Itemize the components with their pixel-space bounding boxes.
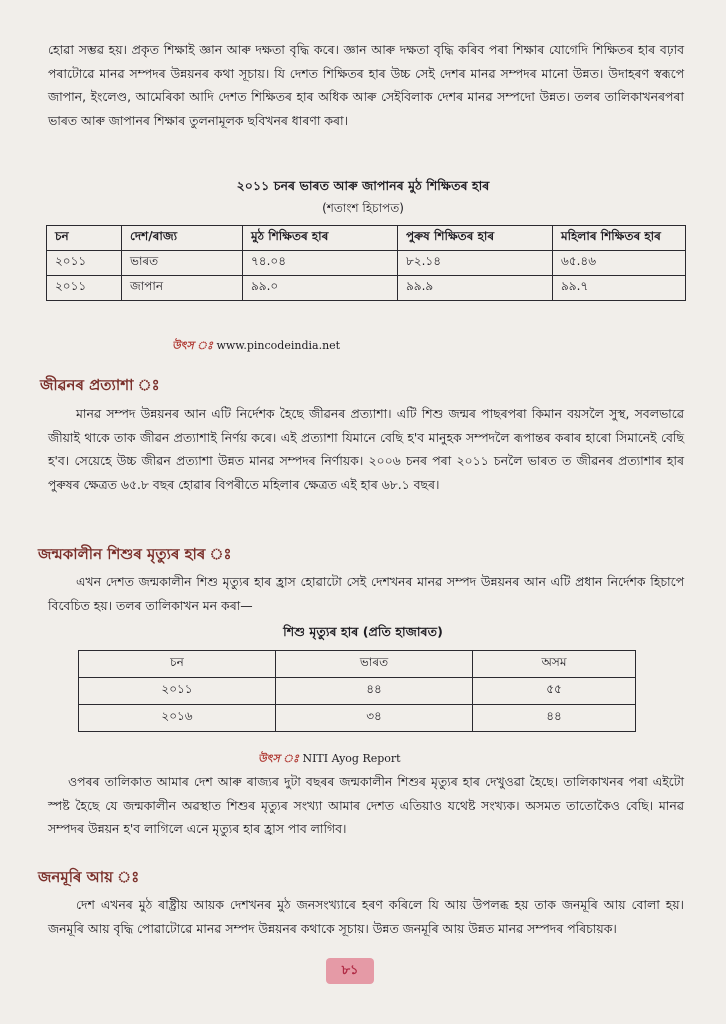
table-header-cell: চন <box>47 226 122 251</box>
table-cell: ৭৪.০৪ <box>243 251 398 276</box>
per-capita-paragraph: দেশ এখনৰ মুঠ ৰাষ্ট্ৰীয় আয়ক দেশখনৰ মুঠ জনসংখ্যাৰে হৰণ কৰিলে যি আয় উপলব্ধ হয় তাক জনমূৰি আয় বোলা হয়। জনমূৰি আয় বৃদ্ধি পোৱাটোৱে মানৱ সম্পদ উন্নয়নৰ কথাকে সূচায়। উন্নত জনমূৰি আয় উন্নত মানৱ সম্পদৰ পৰিচায়ক। <box>48 897 684 936</box>
table-cell: ২০১৬ <box>79 705 276 732</box>
source-label: উৎস ঃ <box>172 339 213 352</box>
literacy-table <box>46 225 686 301</box>
table-cell: ৪৪ <box>276 678 473 705</box>
intro-paragraph: হোৱা সম্ভৱ হয়। প্ৰকৃত শিক্ষাই জ্ঞান আৰু দক্ষতা বৃদ্ধি কৰে। জ্ঞান আৰু দক্ষতা বৃদ্ধি কৰিব পৰা শিক্ষাৰ যোগেদি শিক্ষিতৰ হাৰ বঢ়াব পৰাটোৱে মানৱ সম্পদৰ উন্নয়নৰ কথা সূচায়। যি দেশত শিক্ষিতৰ হাৰ উচ্চ সেই দেশৰ মানৱ সম্পদৰ মানো উন্নত। উদাহৰণ স্বৰূপে জাপান, ইংলেণ্ড, আমেৰিকা আদি দেশত শিক্ষিতৰ হাৰ অধিক আৰু সেইবিলাক দেশৰ মানৱ সম্পদো উন্নত। তলৰ তালিকাখনৰপৰা ভাৰত আৰু জাপানৰ শিক্ষাৰ তুলনামূলক ছবিখনৰ ধাৰণা কৰা। <box>48 42 684 128</box>
source-value: www.pincodeindia.net <box>216 339 341 352</box>
life-expectancy-paragraph: মানৱ সম্পদ উন্নয়নৰ আন এটি নিৰ্দেশক হৈছে জীৱনৰ প্ৰত্যাশা। এটি শিশু জন্মৰ পাছৰপৰা কিমান বয়সলৈ সুস্থ, সবলভাৱে জীয়াই থাকে তাক জীৱন প্ৰত্যাশাই নিৰ্ণয় কৰে। এই প্ৰত্যাশা যিমানে বেছি হ'ব মানুহক সম্পদলৈ ৰূপান্তৰ কৰাৰ হাৰো সিমানেই বেছি হ'ব। সেয়েহে উচ্চ জীৱন প্ৰত্যাশা উন্নত মানৱ সম্পদৰ নিৰ্ণায়ক। ২০০৬ চনৰ পৰা ২০১১ চনলৈ ভাৰত ত জীৱনৰ প্ৰত্যাশাৰ হাৰ পুৰুষৰ ক্ষেত্ৰত ৬৫.৮ বছৰ হোৱাৰ বিপৰীতে মহিলাৰ ক্ষেত্ৰত এই হাৰ ৬৮.১ বছৰ। <box>48 406 684 492</box>
literacy-table-subtitle: (শতাংশ হিচাপত) <box>322 201 404 215</box>
table-row <box>47 251 686 276</box>
mortality-source <box>258 750 401 769</box>
table-cell: ৯৯.৯ <box>398 276 553 301</box>
table-cell: ২০১১ <box>47 251 122 276</box>
table-cell: ৮২.১৪ <box>398 251 553 276</box>
mortality-table <box>78 650 636 732</box>
source-value: NITI Ayog Report <box>302 752 401 765</box>
table-header-cell: পুৰুষ শিক্ষিতৰ হাৰ <box>398 226 553 251</box>
table-cell: ৬৫.৪৬ <box>553 251 686 276</box>
table-header-cell: মুঠ শিক্ষিতৰ হাৰ <box>243 226 398 251</box>
mortality-conclusion-paragraph: ওপৰৰ তালিকাত আমাৰ দেশ আৰু ৰাজ্যৰ দুটা বছৰৰ জন্মকালীন শিশুৰ মৃত্যুৰ হাৰ দেখুওৱা হৈছে। তালিকাখনৰ পৰা এইটো স্পষ্ট হৈছে যে জন্মকালীন অৱস্থাত শিশুৰ মৃত্যুৰ সংখ্যা আমাৰ দেশত এতিয়াও যথেষ্ট সংখ্যক। অসমত তাতোকৈও বেছি। মানৱ সম্পদৰ উন্নয়ন হ'ব লাগিলে এনে মৃত্যুৰ হাৰ হ্ৰাস পাব লাগিব। <box>48 774 684 836</box>
mortality-table-title: শিশু মৃত্যুৰ হাৰ (প্ৰতি হাজাৰত) <box>283 624 443 639</box>
infant-mortality-heading: জন্মকালীন শিশুৰ মৃত্যুৰ হাৰ ঃ <box>38 545 232 563</box>
table-header-cell: ভাৰত <box>276 651 473 678</box>
source-label: উৎস ঃ <box>258 752 299 765</box>
table-header-row <box>47 226 686 251</box>
table-row <box>79 705 636 732</box>
table-cell: ভাৰত <box>122 251 243 276</box>
table-cell: ৪৪ <box>473 705 636 732</box>
table-row <box>47 276 686 301</box>
life-expectancy-heading: জীৱনৰ প্ৰত্যাশা ঃ <box>40 376 160 394</box>
table-row <box>79 678 636 705</box>
page-number: ৮১ <box>326 958 374 984</box>
per-capita-heading: জনমূৰি আয় ঃ <box>38 868 140 886</box>
table-cell: ২০১১ <box>79 678 276 705</box>
literacy-table-title: ২০১১ চনৰ ভাৰত আৰু জাপানৰ মুঠ শিক্ষিতৰ হাৰ <box>236 178 490 193</box>
table-cell: ২০১১ <box>47 276 122 301</box>
table-cell: ৩৪ <box>276 705 473 732</box>
table-cell: ৯৯.০ <box>243 276 398 301</box>
table-header-cell: অসম <box>473 651 636 678</box>
table-header-cell: চন <box>79 651 276 678</box>
table-header-row <box>79 651 636 678</box>
literacy-source <box>172 337 340 356</box>
table-cell: ৫৫ <box>473 678 636 705</box>
table-cell: ৯৯.৭ <box>553 276 686 301</box>
table-cell: জাপান <box>122 276 243 301</box>
table-header-cell: মহিলাৰ শিক্ষিতৰ হাৰ <box>553 226 686 251</box>
table-header-cell: দেশ/ৰাজ্য <box>122 226 243 251</box>
infant-mortality-paragraph: এখন দেশত জন্মকালীন শিশু মৃত্যুৰ হাৰ হ্ৰাস হোৱাটো সেই দেশখনৰ মানৱ সম্পদ উন্নয়নৰ আন এটি প্ৰধান নিৰ্দেশক হিচাপে বিবেচিত হয়। তলৰ তালিকাখন মন কৰা— <box>48 574 684 613</box>
